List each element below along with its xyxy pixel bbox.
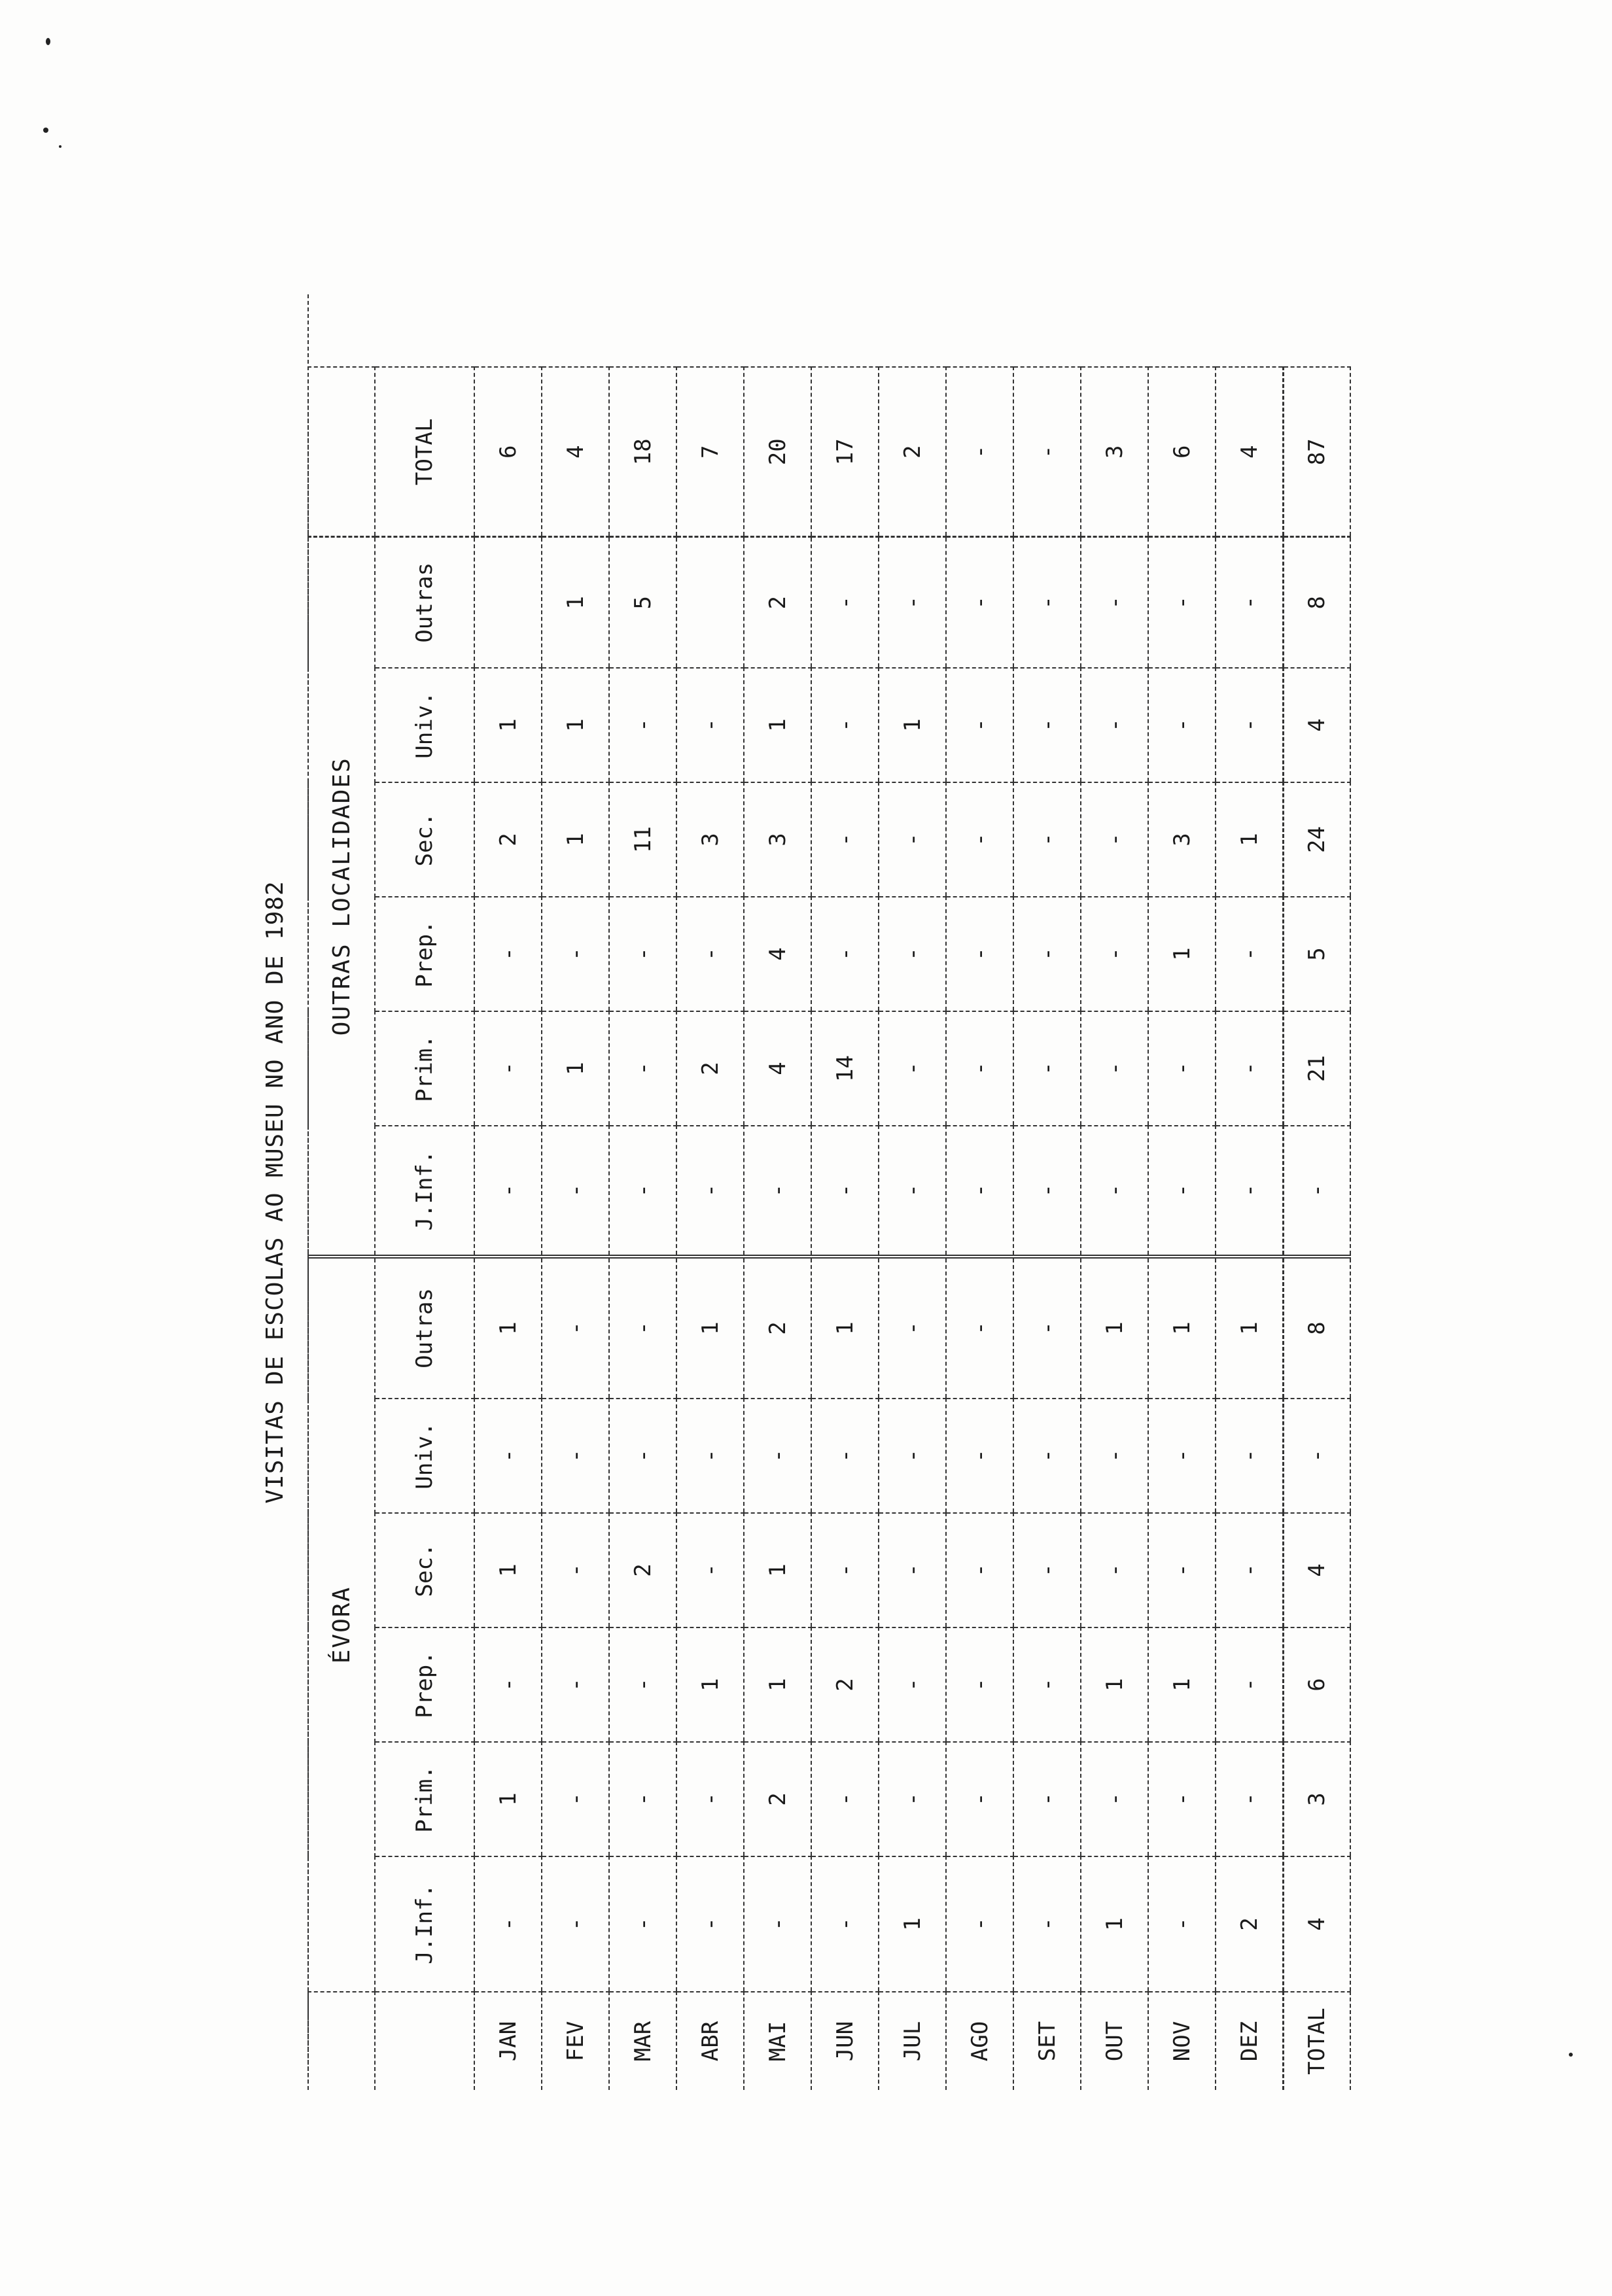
count-cell: 1 <box>542 1011 609 1126</box>
count-cell: - <box>946 1513 1013 1627</box>
count-cell: - <box>474 1856 542 1992</box>
count-cell: - <box>1216 668 1284 782</box>
count-cell: - <box>1148 1011 1216 1126</box>
count-cell: - <box>676 1742 744 1856</box>
count-cell: - <box>811 1513 879 1627</box>
row-total-cell: 7 <box>676 367 744 537</box>
count-cell: 24 <box>1284 782 1351 897</box>
row-total-cell: 6 <box>1148 367 1216 537</box>
table-row <box>676 367 744 2090</box>
count-cell: - <box>676 668 744 782</box>
count-cell: - <box>744 1126 811 1257</box>
count-cell: 21 <box>1284 1011 1351 1126</box>
count-cell: 4 <box>1284 668 1351 782</box>
col-header: J.Inf. <box>375 1126 474 1257</box>
table-row <box>542 367 609 2090</box>
count-cell: - <box>609 1399 676 1513</box>
count-cell: - <box>879 782 946 897</box>
count-cell: 1 <box>1148 897 1216 1011</box>
month-label: AGO <box>946 1992 1013 2090</box>
count-cell: - <box>1081 1513 1148 1627</box>
col-header: Univ. <box>375 668 474 782</box>
count-cell: 11 <box>609 782 676 897</box>
count-cell: - <box>1081 897 1148 1011</box>
count-cell: - <box>542 1742 609 1856</box>
count-cell: - <box>542 1627 609 1742</box>
count-cell: - <box>542 897 609 1011</box>
month-label: DEZ <box>1216 1992 1284 2090</box>
count-cell: - <box>609 1257 676 1399</box>
count-cell: 1 <box>811 1257 879 1399</box>
month-label: MAI <box>744 1992 811 2090</box>
count-cell: - <box>879 1742 946 1856</box>
count-cell: - <box>1216 1126 1284 1257</box>
table-row <box>744 367 811 2090</box>
count-cell: 1 <box>1216 1257 1284 1399</box>
count-cell: - <box>1013 782 1081 897</box>
count-cell: - <box>609 668 676 782</box>
count-cell: - <box>474 1126 542 1257</box>
corner-cell <box>375 1992 474 2090</box>
col-header: Prep. <box>375 897 474 1011</box>
count-cell: 3 <box>676 782 744 897</box>
row-total-cell: 20 <box>744 367 811 537</box>
count-cell: 5 <box>609 537 676 668</box>
count-cell: - <box>676 1856 744 1992</box>
total-row <box>1284 367 1351 2090</box>
count-cell: - <box>474 1627 542 1742</box>
count-cell: - <box>1081 1742 1148 1856</box>
count-cell: 1 <box>1148 1627 1216 1742</box>
count-cell: 2 <box>744 1257 811 1399</box>
count-cell: - <box>946 1399 1013 1513</box>
count-cell: - <box>609 1011 676 1126</box>
count-cell: 1 <box>879 668 946 782</box>
count-cell: - <box>946 1257 1013 1399</box>
table-row <box>1013 367 1081 2090</box>
table-row <box>946 367 1013 2090</box>
count-cell: 1 <box>474 1257 542 1399</box>
count-cell: - <box>1284 1399 1351 1513</box>
count-cell: - <box>879 1627 946 1742</box>
count-cell: - <box>1216 1627 1284 1742</box>
count-cell: - <box>946 1627 1013 1742</box>
count-cell: - <box>1148 1399 1216 1513</box>
count-cell: - <box>946 668 1013 782</box>
row-total-cell: 17 <box>811 367 879 537</box>
count-cell: - <box>1081 782 1148 897</box>
count-cell: - <box>1081 537 1148 668</box>
month-label: TOTAL <box>1284 1992 1351 2090</box>
table-row <box>1081 367 1148 2090</box>
count-cell: - <box>1013 1399 1081 1513</box>
count-cell: 1 <box>474 1742 542 1856</box>
count-cell: - <box>946 897 1013 1011</box>
count-cell: - <box>1284 1126 1351 1257</box>
count-cell: - <box>676 1126 744 1257</box>
month-label: NOV <box>1148 1992 1216 2090</box>
count-cell: 3 <box>744 782 811 897</box>
col-header: Sec. <box>375 782 474 897</box>
scan-speck <box>46 38 50 45</box>
count-cell: - <box>946 1126 1013 1257</box>
count-cell: 2 <box>676 1011 744 1126</box>
count-cell: - <box>1013 1856 1081 1992</box>
count-cell: - <box>1216 1742 1284 1856</box>
count-cell: - <box>1216 537 1284 668</box>
count-cell: - <box>879 1011 946 1126</box>
table-row <box>811 367 879 2090</box>
col-header: Outras <box>375 537 474 668</box>
count-cell: - <box>811 782 879 897</box>
count-cell: - <box>1148 537 1216 668</box>
col-header: Prim. <box>375 1011 474 1126</box>
count-cell: - <box>946 1856 1013 1992</box>
count-cell: - <box>1148 1513 1216 1627</box>
count-cell: - <box>474 1011 542 1126</box>
rotated-page <box>242 294 1400 2090</box>
count-cell: - <box>1216 1011 1284 1126</box>
count-cell: - <box>811 1399 879 1513</box>
count-cell: 1 <box>542 782 609 897</box>
count-cell <box>474 537 542 668</box>
count-cell: 4 <box>744 897 811 1011</box>
count-cell: - <box>946 537 1013 668</box>
count-cell: 3 <box>1284 1742 1351 1856</box>
scan-speck <box>1569 2053 1573 2057</box>
count-cell: - <box>811 668 879 782</box>
count-cell: 2 <box>609 1513 676 1627</box>
count-cell: 2 <box>474 782 542 897</box>
count-cell: - <box>811 1126 879 1257</box>
col-header: J.Inf. <box>375 1856 474 1992</box>
count-cell: 1 <box>1081 1257 1148 1399</box>
table-row <box>1148 367 1216 2090</box>
count-cell: - <box>1148 668 1216 782</box>
count-cell: - <box>879 1513 946 1627</box>
count-cell: - <box>1081 1399 1148 1513</box>
count-cell: - <box>1148 1126 1216 1257</box>
row-total-cell: 18 <box>609 367 676 537</box>
count-cell: 2 <box>1216 1856 1284 1992</box>
table-row <box>1216 367 1284 2090</box>
count-cell: - <box>1216 897 1284 1011</box>
count-cell: - <box>1081 668 1148 782</box>
count-cell: - <box>1216 1513 1284 1627</box>
group-header-evora: ÉVORA <box>308 1257 375 1992</box>
count-cell: - <box>879 1126 946 1257</box>
count-cell: - <box>474 1399 542 1513</box>
count-cell: - <box>946 1742 1013 1856</box>
count-cell: - <box>879 1399 946 1513</box>
count-cell: - <box>946 1011 1013 1126</box>
count-cell: - <box>1013 1513 1081 1627</box>
table-row <box>879 367 946 2090</box>
count-cell: 1 <box>1216 782 1284 897</box>
count-cell: - <box>879 1257 946 1399</box>
count-cell: - <box>542 1399 609 1513</box>
count-cell: 1 <box>1148 1257 1216 1399</box>
count-cell: - <box>879 897 946 1011</box>
count-cell <box>676 537 744 668</box>
col-header: Sec. <box>375 1513 474 1627</box>
count-cell: - <box>811 537 879 668</box>
count-cell: - <box>609 1856 676 1992</box>
count-cell: 8 <box>1284 1257 1351 1399</box>
count-cell: 1 <box>744 1513 811 1627</box>
page-title: VISITAS DE ESCOLAS AO MUSEU NO ANO DE 1982 <box>242 294 309 2090</box>
count-cell: - <box>1013 1011 1081 1126</box>
count-cell: - <box>609 897 676 1011</box>
count-cell: - <box>474 897 542 1011</box>
row-total-cell: 3 <box>1081 367 1148 537</box>
row-total-cell: - <box>946 367 1013 537</box>
count-cell: 1 <box>474 1513 542 1627</box>
month-label: OUT <box>1081 1992 1148 2090</box>
count-cell: 3 <box>1148 782 1216 897</box>
count-cell: 1 <box>676 1627 744 1742</box>
column-header-row <box>375 367 474 2090</box>
count-cell: - <box>1013 1742 1081 1856</box>
col-header: Univ. <box>375 1399 474 1513</box>
count-cell: - <box>811 897 879 1011</box>
table-row <box>474 367 542 2090</box>
count-cell: - <box>1148 1742 1216 1856</box>
count-cell: 1 <box>744 1627 811 1742</box>
count-cell: - <box>1013 1126 1081 1257</box>
visits-table <box>307 366 1351 2090</box>
row-total-cell: 6 <box>474 367 542 537</box>
count-cell: 1 <box>1081 1627 1148 1742</box>
count-cell: - <box>542 1257 609 1399</box>
row-total-cell: 2 <box>879 367 946 537</box>
count-cell: 2 <box>811 1627 879 1742</box>
count-cell: - <box>1013 897 1081 1011</box>
count-cell: 1 <box>474 668 542 782</box>
count-cell: 1 <box>879 1856 946 1992</box>
count-cell: 2 <box>744 537 811 668</box>
corner-cell <box>308 1992 375 2090</box>
month-label: JUL <box>879 1992 946 2090</box>
count-cell: 1 <box>542 537 609 668</box>
count-cell: - <box>744 1856 811 1992</box>
count-cell: 5 <box>1284 897 1351 1011</box>
count-cell: 4 <box>744 1011 811 1126</box>
count-cell: - <box>609 1742 676 1856</box>
count-cell: 1 <box>1081 1856 1148 1992</box>
group-header-blank <box>308 367 375 537</box>
count-cell: 1 <box>542 668 609 782</box>
count-cell: 4 <box>1284 1856 1351 1992</box>
count-cell: 1 <box>744 668 811 782</box>
scan-speck <box>59 145 61 148</box>
count-cell: - <box>811 1742 879 1856</box>
month-label: FEV <box>542 1992 609 2090</box>
month-label: JUN <box>811 1992 879 2090</box>
count-cell: - <box>609 1627 676 1742</box>
group-header-outras: OUTRAS LOCALIDADES <box>308 537 375 1257</box>
count-cell: 4 <box>1284 1513 1351 1627</box>
month-label: ABR <box>676 1992 744 2090</box>
month-label: JAN <box>474 1992 542 2090</box>
count-cell: - <box>676 897 744 1011</box>
col-header-total: TOTAL <box>375 367 474 537</box>
month-label: SET <box>1013 1992 1081 2090</box>
row-total-cell: 4 <box>1216 367 1284 537</box>
count-cell: - <box>1013 537 1081 668</box>
count-cell: 6 <box>1284 1627 1351 1742</box>
count-cell: - <box>1216 1399 1284 1513</box>
count-cell: 2 <box>744 1742 811 1856</box>
table-row <box>609 367 676 2090</box>
count-cell: 14 <box>811 1011 879 1126</box>
scan-speck <box>43 128 48 133</box>
count-cell: - <box>676 1399 744 1513</box>
count-cell: - <box>676 1513 744 1627</box>
count-cell: - <box>542 1126 609 1257</box>
count-cell: - <box>609 1126 676 1257</box>
col-header: Prep. <box>375 1627 474 1742</box>
count-cell: - <box>811 1856 879 1992</box>
count-cell: - <box>1013 1627 1081 1742</box>
count-cell: - <box>1081 1011 1148 1126</box>
col-header: Outras <box>375 1257 474 1399</box>
count-cell: - <box>1013 1257 1081 1399</box>
table-body <box>308 367 1350 2090</box>
count-cell: - <box>744 1399 811 1513</box>
count-cell: - <box>1081 1126 1148 1257</box>
group-header-row <box>308 367 375 2090</box>
count-cell: - <box>542 1856 609 1992</box>
count-cell: - <box>879 537 946 668</box>
col-header: Prim. <box>375 1742 474 1856</box>
row-total-cell: 4 <box>542 367 609 537</box>
count-cell: 8 <box>1284 537 1351 668</box>
count-cell: - <box>542 1513 609 1627</box>
count-cell: - <box>946 782 1013 897</box>
month-label: MAR <box>609 1992 676 2090</box>
count-cell: - <box>1148 1856 1216 1992</box>
count-cell: - <box>1013 668 1081 782</box>
row-total-cell: 87 <box>1284 367 1351 537</box>
row-total-cell: - <box>1013 367 1081 537</box>
count-cell: 1 <box>676 1257 744 1399</box>
